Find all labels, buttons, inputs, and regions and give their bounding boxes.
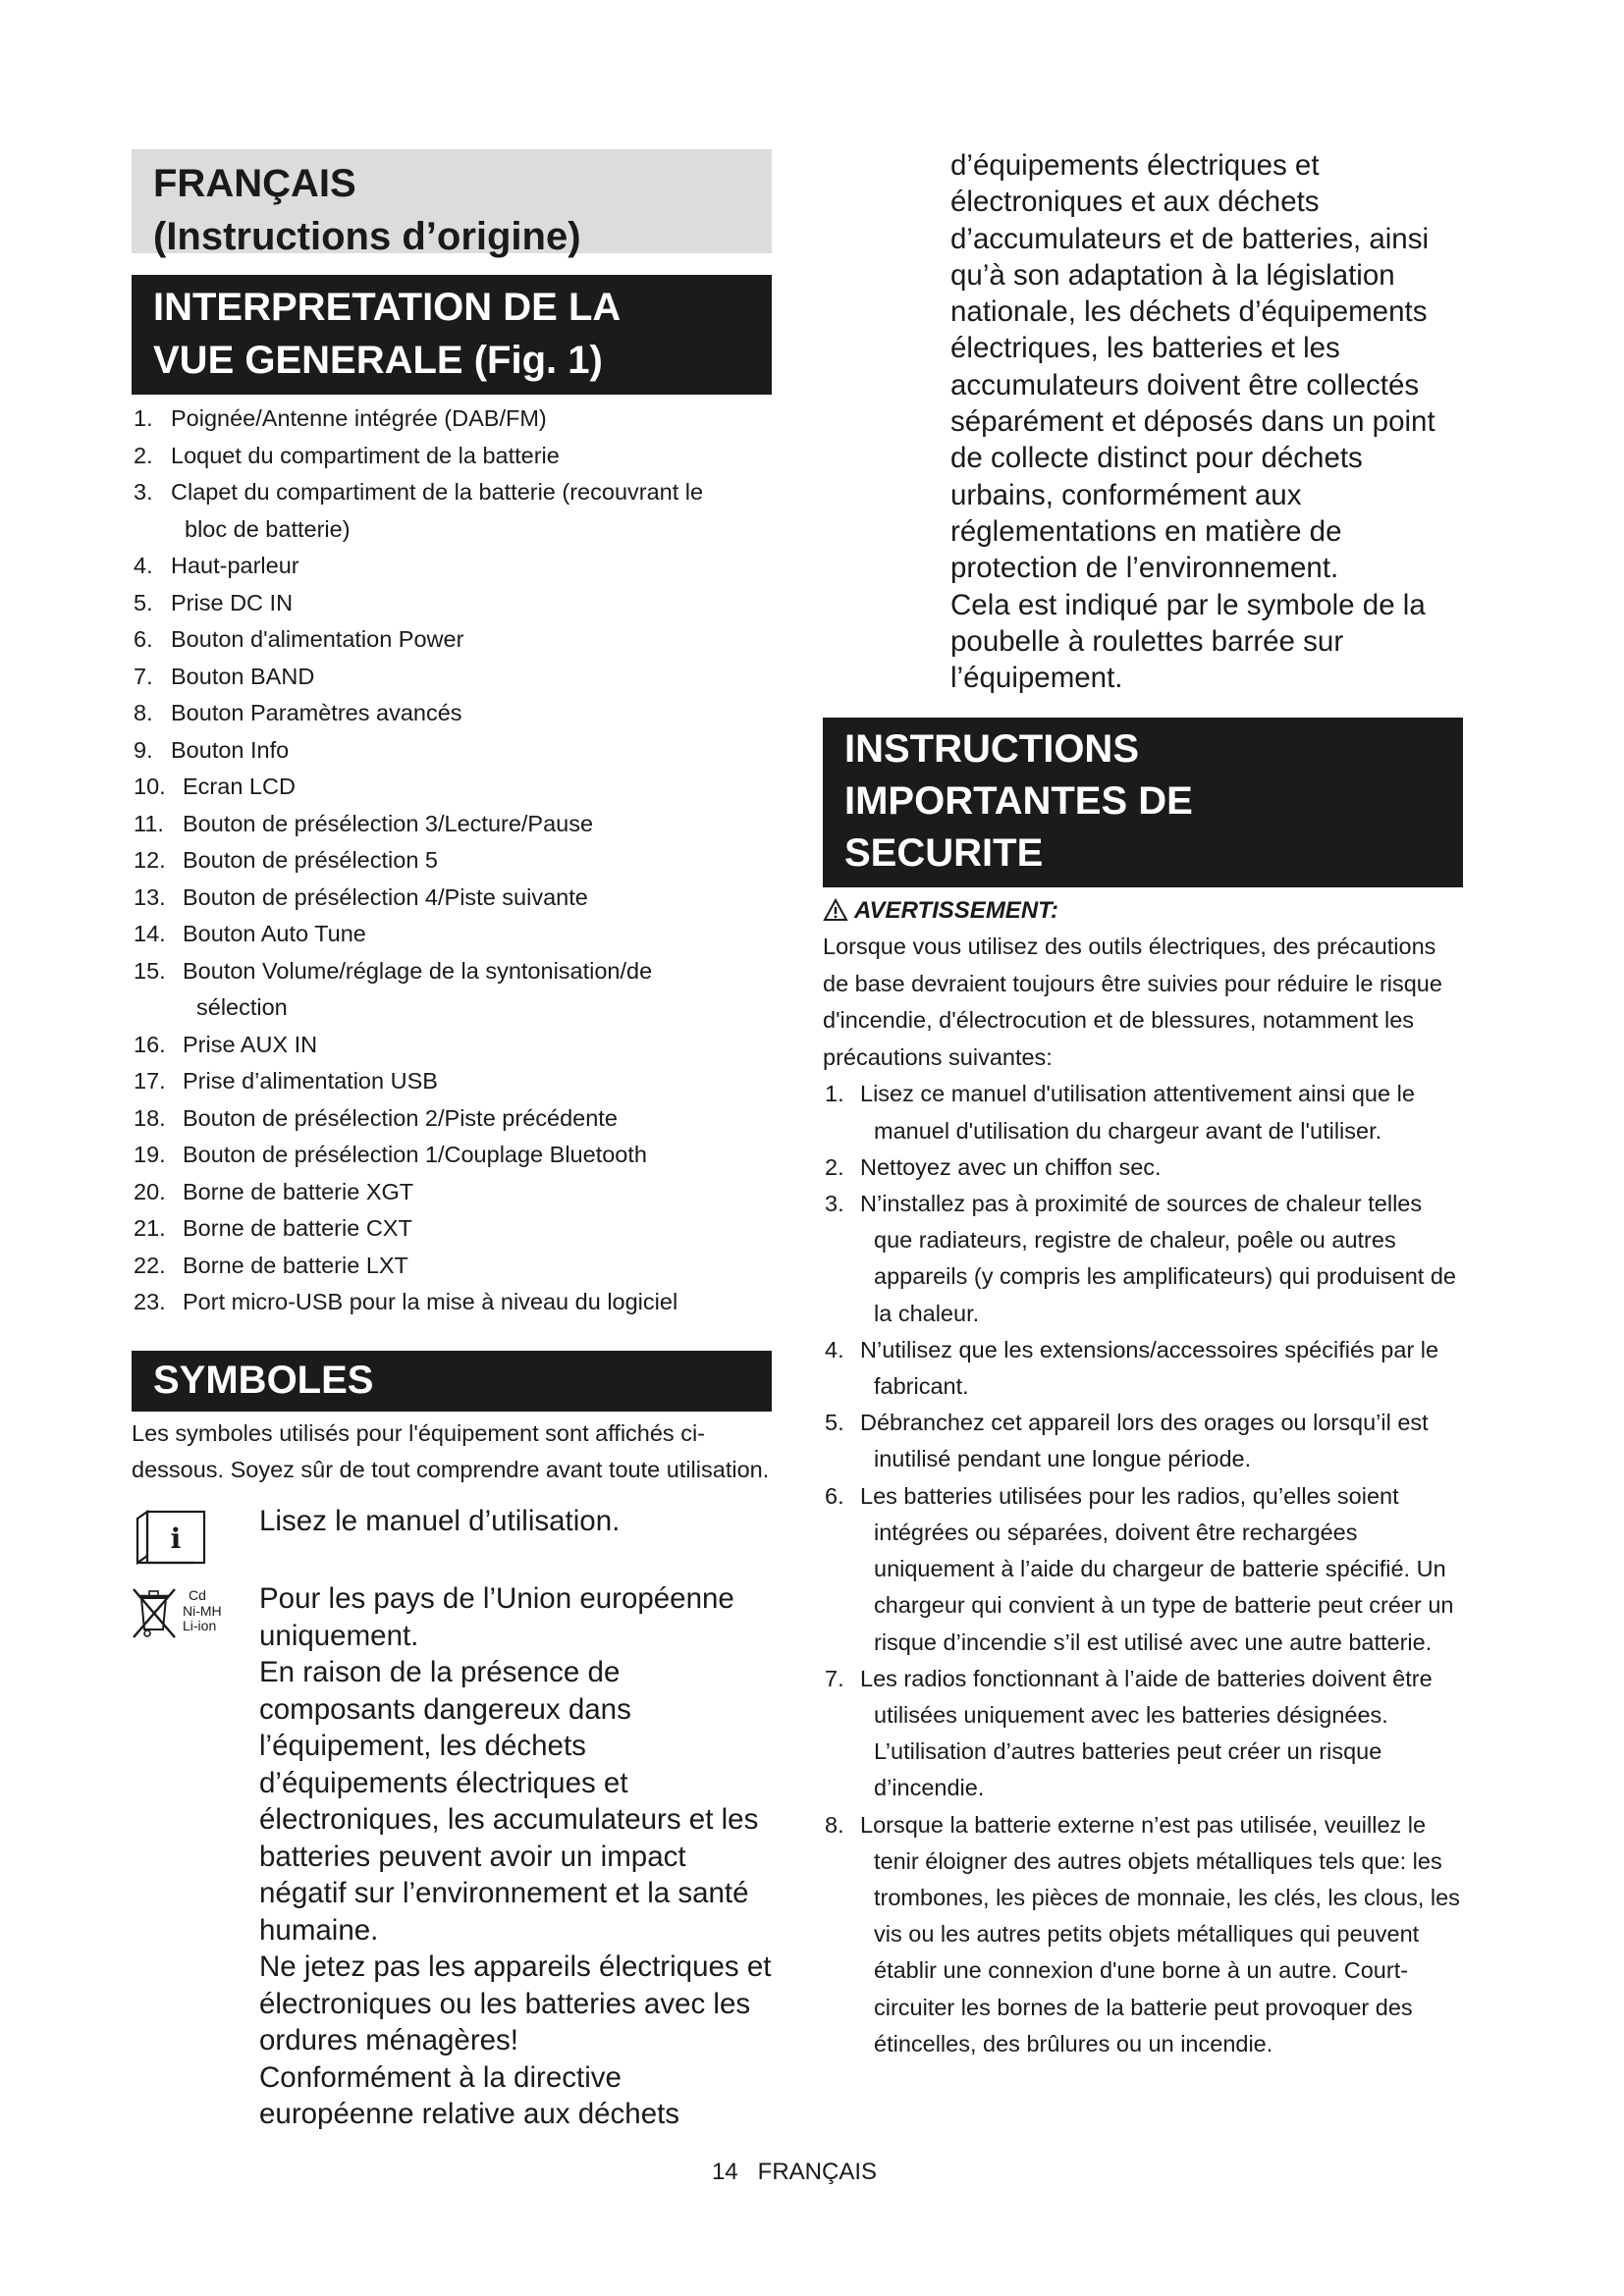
item-number: 1. bbox=[134, 405, 153, 431]
safety-heading-line1: INSTRUCTIONS bbox=[844, 727, 1139, 772]
item-number: 12. bbox=[134, 847, 166, 873]
item-number: 4. bbox=[825, 1336, 844, 1362]
overview-list bbox=[132, 400, 772, 1321]
item-number: 11. bbox=[134, 810, 164, 836]
item-text: Borne de batterie CXT bbox=[183, 1215, 412, 1241]
eu-paragraph: Pour les pays de l’Union européenne uniquement. bbox=[259, 1582, 734, 1652]
item-number: 22. bbox=[134, 1252, 166, 1278]
manual-text: Lisez le manuel d’utilisation. bbox=[259, 1504, 621, 1537]
overview-list-item bbox=[132, 806, 772, 843]
symbols-intro: Les symboles utilisés pour l'équipement sont affichés ci-dessous. Soyez sûr de tout comprendre avant toute utilisation. bbox=[132, 1419, 770, 1482]
item-number: 1. bbox=[825, 1081, 844, 1107]
safety-list-item bbox=[823, 1661, 1463, 1807]
item-number: 7. bbox=[134, 663, 153, 689]
item-number: 2. bbox=[134, 442, 153, 468]
overview-list-item bbox=[132, 732, 772, 770]
page-footer bbox=[0, 2158, 1589, 2187]
overview-list-item bbox=[132, 953, 772, 1027]
svg-text:i: i bbox=[170, 1522, 182, 1555]
overview-list-item bbox=[132, 1137, 772, 1174]
right-column bbox=[823, 149, 1463, 2062]
item-text: Lorsque la batterie externe n’est pas utilisée, veuillez le tenir éloigner des autres objets métalliques tels que: les trombones, les pièces de monnaie, les clés, les clous, les vis ou les autres petits objets métalliques qui peuvent établir une connexion d'une borne à un autre. Court-circuiter les bornes de la batterie peut provoquer des étincelles, des brûlures ou un incendie. bbox=[860, 1811, 1460, 2056]
svg-text:Ni-MH: Ni-MH bbox=[183, 1603, 222, 1619]
eu-paragraph: En raison de la présence de composants dangereux dans l’équipement, les déchets d’équipements électriques et électroniques, les accumulateurs et les batteries peuvent avoir un impact négatif sur l’environnement et la santé humaine. bbox=[259, 1656, 759, 1947]
item-text-continued: sélection bbox=[196, 994, 288, 1020]
page-number: 14 bbox=[711, 2159, 738, 2185]
svg-text:Cd: Cd bbox=[189, 1587, 206, 1603]
overview-heading bbox=[132, 275, 772, 395]
item-number: 10. bbox=[134, 774, 166, 799]
item-number: 8. bbox=[825, 1811, 844, 1838]
item-number: 6. bbox=[134, 626, 153, 652]
item-text: Bouton Paramètres avancés bbox=[171, 700, 462, 725]
eu-text-continued bbox=[950, 147, 1463, 696]
safety-list-item bbox=[823, 1332, 1463, 1405]
overview-list-item bbox=[132, 621, 772, 659]
overview-list-item bbox=[132, 659, 772, 696]
item-number: 19. bbox=[134, 1142, 166, 1167]
overview-list-item bbox=[132, 1284, 772, 1321]
overview-list-item bbox=[132, 474, 772, 548]
warning-triangle-icon bbox=[823, 898, 848, 922]
item-number: 21. bbox=[134, 1215, 166, 1241]
overview-list-item bbox=[132, 1210, 772, 1248]
item-number: 7. bbox=[825, 1665, 844, 1691]
footer-language: FRANÇAIS bbox=[757, 2159, 878, 2185]
item-text: Bouton de présélection 2/Piste précédente bbox=[183, 1104, 618, 1131]
warning-label-text: AVERTISSEMENT: bbox=[854, 897, 1059, 925]
item-text: N’installez pas à proximité de sources de chaleur telles que radiateurs, registre de chaleur, poêle ou autres appareils (y compris les amplificateurs) qui produisent de la chaleur. bbox=[860, 1191, 1456, 1326]
item-number: 9. bbox=[134, 736, 153, 763]
item-text: Borne de batterie LXT bbox=[183, 1252, 408, 1278]
overview-list-item bbox=[132, 1027, 772, 1064]
item-number: 16. bbox=[134, 1031, 166, 1057]
item-number: 3. bbox=[825, 1191, 844, 1217]
item-number: 8. bbox=[134, 700, 153, 725]
item-number: 6. bbox=[825, 1482, 844, 1509]
safety-heading bbox=[823, 718, 1463, 887]
overview-list-item bbox=[132, 400, 772, 438]
item-number: 18. bbox=[134, 1104, 166, 1131]
safety-heading-line3: SECURITE bbox=[844, 831, 1044, 876]
eu-paragraph-directive: Conformément à la directive européenne relative aux déchets bbox=[259, 2060, 680, 2130]
item-text: Loquet du compartiment de la batterie bbox=[171, 442, 560, 468]
overview-list-item bbox=[132, 1063, 772, 1100]
item-text: Borne de batterie XGT bbox=[183, 1178, 414, 1204]
overview-list-item bbox=[132, 842, 772, 880]
item-number: 2. bbox=[825, 1153, 844, 1180]
overview-list-item bbox=[132, 695, 772, 732]
overview-list-item bbox=[132, 1100, 772, 1138]
item-text: Prise AUX IN bbox=[183, 1031, 318, 1057]
item-text: Ecran LCD bbox=[183, 774, 296, 799]
item-text: Lisez ce manuel d'utilisation attentivement ainsi que le manuel d'utilisation du chargeur avant de l'utiliser. bbox=[860, 1081, 1415, 1144]
item-number: 14. bbox=[134, 921, 166, 946]
item-text: Les radios fonctionnant à l’aide de batteries doivent être utilisées uniquement avec les batteries désignées. L’utilisation d’autres batteries peut créer un risque d’incendie. bbox=[860, 1665, 1433, 1801]
overview-list-item bbox=[132, 438, 772, 475]
overview-heading-line1: INTERPRETATION DE LA bbox=[153, 286, 622, 329]
svg-text:Li-ion: Li-ion bbox=[183, 1618, 217, 1633]
safety-list-item bbox=[823, 1076, 1463, 1148]
overview-list-item bbox=[132, 880, 772, 917]
item-number: 4. bbox=[134, 553, 153, 578]
eu-paragraph-continued: d’équipements électriques et électroniques et aux déchets d’accumulateurs et de batteries, ainsi qu’à son adaptation à la législation nationale, les déchets d’équipements électriques, les batteries et les accumulateurs doivent être collectés séparément et déposés dans un point de collecte distinct pour déchets urbains, conformément aux réglementations en matière de protection de l’environnement. bbox=[950, 149, 1435, 585]
safety-intro: Lorsque vous utilisez des outils électriques, des précautions de base devraient toujours être suivies pour réduire le risque d'incendie, d'électrocution et de blessures, notamment les précautions suivantes: bbox=[823, 934, 1442, 1070]
item-text: Bouton Auto Tune bbox=[183, 921, 366, 946]
item-number: 13. bbox=[134, 883, 166, 910]
item-text: Bouton Info bbox=[171, 736, 290, 763]
eu-paragraph: Ne jetez pas les appareils électriques et électroniques ou les batteries avec les ordures ménagères! bbox=[259, 1950, 772, 2056]
item-number: 5. bbox=[825, 1410, 844, 1436]
item-text: Bouton Volume/réglage de la syntonisation/de bbox=[183, 957, 653, 984]
item-text: Poignée/Antenne intégrée (DAB/FM) bbox=[171, 405, 547, 431]
item-number: 23. bbox=[134, 1289, 166, 1314]
item-text: N’utilisez que les extensions/accessoires spécifiés par le fabricant. bbox=[860, 1336, 1439, 1400]
warning-label bbox=[823, 893, 1463, 929]
overview-heading-line2: VUE GENERALE (Fig. 1) bbox=[153, 339, 603, 382]
safety-list-item bbox=[823, 1478, 1463, 1661]
item-text: Bouton de présélection 3/Lecture/Pause bbox=[183, 810, 594, 836]
item-text: Clapet du compartiment de la batterie (recouvrant le bbox=[171, 479, 704, 505]
item-number: 15. bbox=[134, 957, 166, 984]
item-text: Nettoyez avec un chiffon sec. bbox=[860, 1153, 1162, 1180]
eu-text bbox=[259, 1580, 772, 2133]
item-text: Prise DC IN bbox=[171, 589, 294, 615]
item-text: Débranchez cet appareil lors des orages ou lorsqu’il est inutilisé pendant une longue période. bbox=[860, 1410, 1429, 1472]
item-text: Bouton de présélection 1/Couplage Bluetooth bbox=[183, 1142, 647, 1167]
item-number: 17. bbox=[134, 1068, 166, 1094]
item-text: Prise d’alimentation USB bbox=[183, 1068, 438, 1094]
item-text: Bouton d'alimentation Power bbox=[171, 626, 464, 652]
overview-list-item bbox=[132, 585, 772, 622]
language-header bbox=[132, 149, 772, 258]
item-text: Haut-parleur bbox=[171, 553, 299, 578]
overview-list-item bbox=[132, 769, 772, 806]
language-subtitle: (Instructions d’origine) bbox=[153, 215, 581, 258]
item-text: Les batteries utilisées pour les radios, qu’elles soient intégrées ou séparées, doivent être rechargées uniquement à l’aide du chargeur de batterie spécifié. Un chargeur qui convient à un type de batterie peut créer un risque d’incendie s’il est utilisé avec une autre batterie. bbox=[860, 1482, 1454, 1655]
overview-list-item bbox=[132, 1248, 772, 1285]
safety-list-item bbox=[823, 1149, 1463, 1186]
language-title: FRANÇAIS bbox=[153, 162, 356, 205]
item-text: Bouton BAND bbox=[171, 663, 315, 689]
safety-list-item bbox=[823, 1186, 1463, 1332]
safety-list-item bbox=[823, 1405, 1463, 1477]
item-number: 20. bbox=[134, 1178, 166, 1204]
safety-list bbox=[823, 1076, 1463, 2061]
read-manual-icon bbox=[132, 1509, 210, 1573]
left-column bbox=[132, 149, 772, 2133]
item-text-continued: bloc de batterie) bbox=[185, 515, 351, 542]
eu-paragraph: Cela est indiqué par le symbole de la poubelle à roulettes barrée sur l’équipement. bbox=[950, 588, 1426, 695]
overview-list-item bbox=[132, 916, 772, 953]
symbols-heading bbox=[132, 1351, 772, 1412]
manual-symbol-row bbox=[132, 1503, 772, 1555]
eu-symbol-row bbox=[132, 1580, 772, 2133]
item-text: Port micro-USB pour la mise à niveau du logiciel bbox=[183, 1289, 678, 1314]
item-text: Bouton de présélection 5 bbox=[183, 847, 438, 873]
crossed-bin-icon bbox=[132, 1584, 230, 1646]
symbols-heading-text: SYMBOLES bbox=[153, 1358, 374, 1402]
item-text: Bouton de présélection 4/Piste suivante bbox=[183, 883, 588, 910]
safety-list-item bbox=[823, 1807, 1463, 2062]
overview-list-item bbox=[132, 1174, 772, 1211]
overview-list-item bbox=[132, 548, 772, 585]
safety-heading-line2: IMPORTANTES DE bbox=[844, 779, 1193, 824]
item-number: 5. bbox=[134, 589, 153, 615]
item-number: 3. bbox=[134, 479, 153, 505]
